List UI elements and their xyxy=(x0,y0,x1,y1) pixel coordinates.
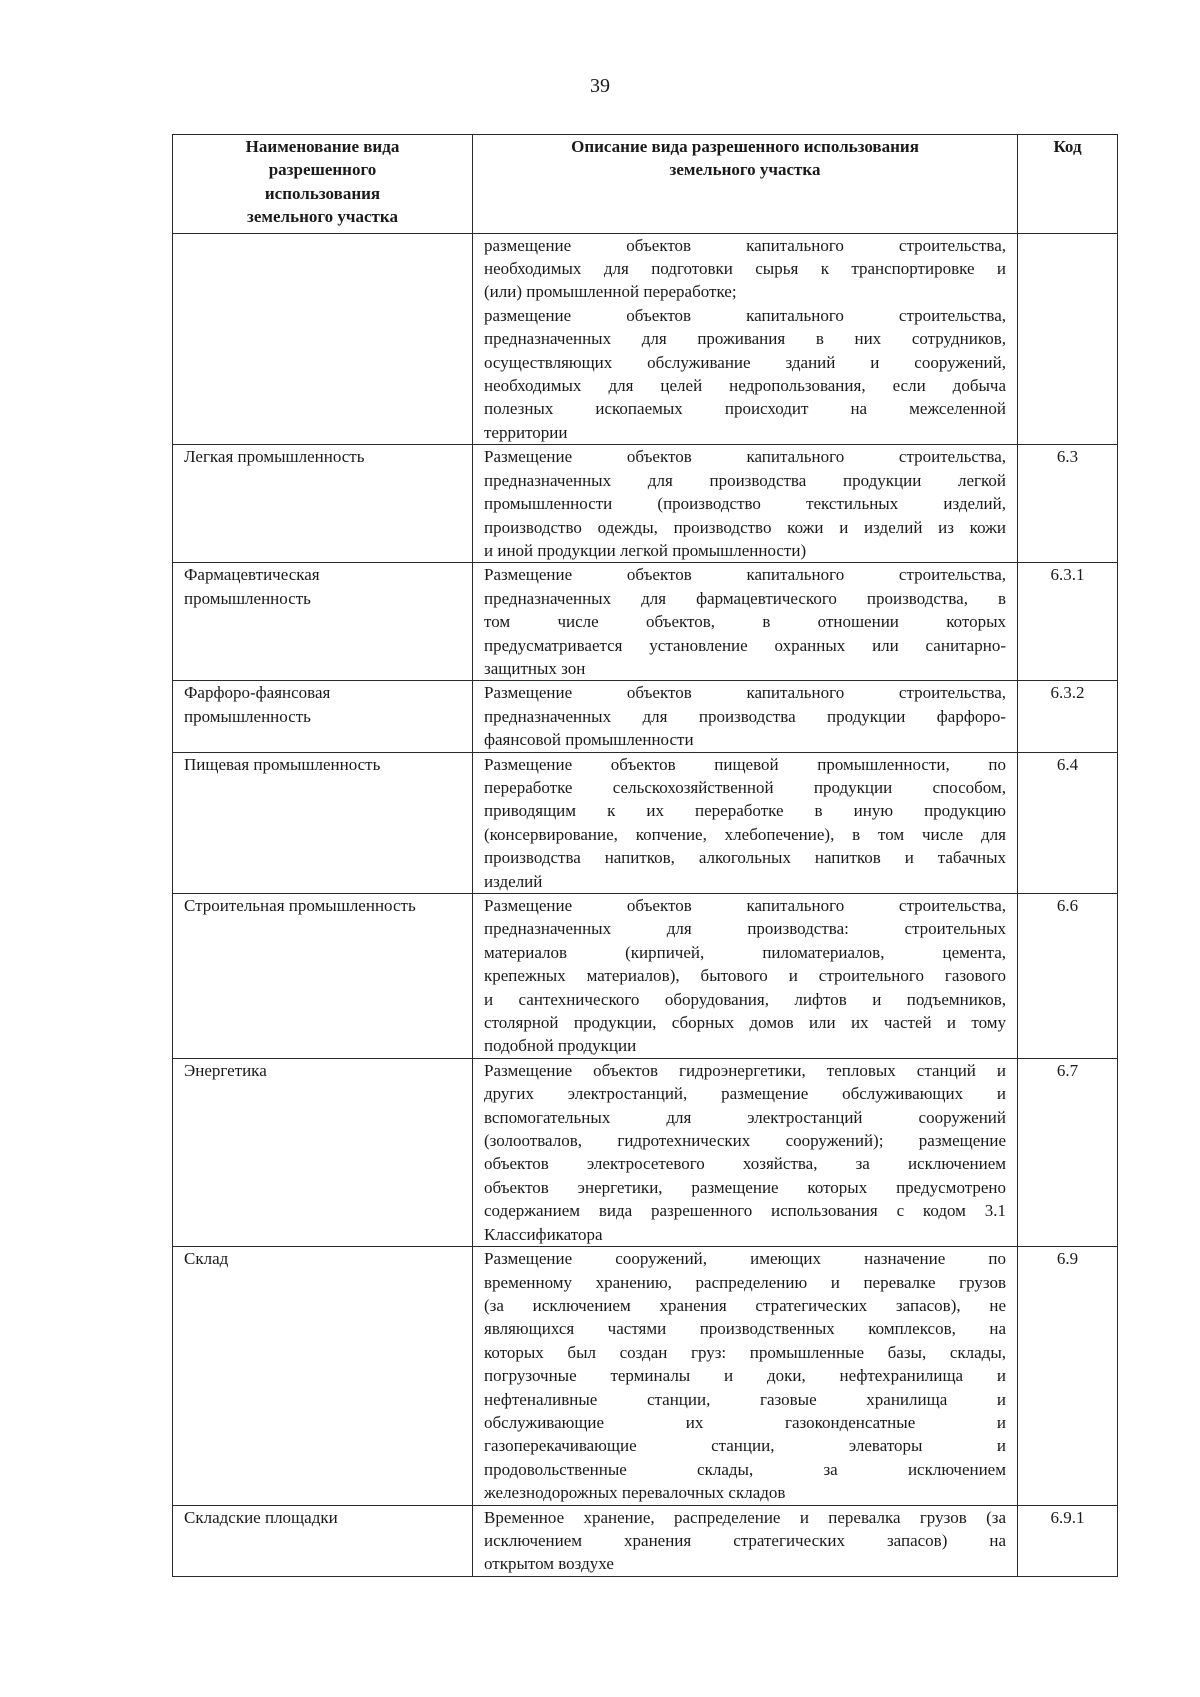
land-use-description-line: (консервирование, копчение, хлебопечение), в том числе для xyxy=(484,824,1006,844)
header-code: Код xyxy=(1018,135,1118,234)
land-use-description-line: территории xyxy=(484,422,568,442)
land-use-description-line: (за исключением хранения стратегических запасов), не xyxy=(484,1295,1006,1315)
land-use-description-line: объектов электросетевого хозяйства, за исключением xyxy=(484,1154,1006,1174)
land-use-description-line: производство одежды, производство кожи и изделий из кожи xyxy=(484,517,1006,537)
land-use-description-line: газоперекачивающие станции, элеваторы и xyxy=(484,1436,1006,1456)
land-use-code-cell: 6.3.1 xyxy=(1018,563,1118,681)
land-use-description-line: предусматривается установление охранных или санитарно- xyxy=(484,635,1006,655)
land-use-name-cell xyxy=(173,445,473,563)
land-use-code-cell: 6.4 xyxy=(1018,752,1118,893)
table-row xyxy=(173,894,1118,1059)
land-use-code-cell: 6.7 xyxy=(1018,1058,1118,1246)
land-use-description-line: предназначенных для производства продукции легкой xyxy=(484,470,1006,490)
land-use-description-line: размещение объектов капитального строительства, xyxy=(484,235,1006,255)
land-use-description-line: (или) промышленной переработке; xyxy=(484,282,737,302)
land-use-name-line: Пищевая промышленность xyxy=(184,754,381,774)
land-use-description-line: защитных зон xyxy=(484,658,586,678)
header-name-line: использования xyxy=(264,183,381,203)
land-use-description-line: фаянсовой промышленности xyxy=(484,730,694,750)
land-use-description-line: железнодорожных перевалочных складов xyxy=(484,1483,786,1503)
land-use-description-line: которых был создан груз: промышленные базы, склады, xyxy=(484,1342,1006,1362)
land-use-code-cell: 6.6 xyxy=(1018,894,1118,1059)
land-use-description-line: предназначенных для проживания в них сотрудников, xyxy=(484,329,1006,349)
land-use-description-line: Размещение сооружений, имеющих назначение по xyxy=(484,1249,1006,1269)
land-use-description-line: временному хранению, распределению и перевалке грузов xyxy=(484,1272,1006,1292)
land-use-description-line: крепежных материалов), бытового и строительного газового xyxy=(484,966,1006,986)
land-use-description-line: Классификатора xyxy=(484,1224,603,1244)
land-use-description-line: полезных ископаемых происходит на межселенной xyxy=(484,399,1006,419)
land-use-description-line: том числе объектов, в отношении которых xyxy=(484,612,1006,632)
land-use-name-line: Складские площадки xyxy=(184,1507,338,1527)
land-use-description-line: Размещение объектов капитального строительства, xyxy=(484,447,1006,467)
land-use-name-line: Склад xyxy=(184,1249,229,1269)
land-use-description-line: изделий xyxy=(484,871,543,891)
land-use-description-line: объектов энергетики, размещение которых предусмотрено xyxy=(484,1177,1006,1197)
land-use-description-line: исключением хранения стратегических запасов) на xyxy=(484,1530,1006,1550)
land-use-description-line: размещение объектов капитального строительства, xyxy=(484,305,1006,325)
table-row xyxy=(173,681,1118,752)
table-row xyxy=(173,1505,1118,1576)
land-use-description-line: предназначенных для фармацевтического производства, в xyxy=(484,588,1006,608)
land-use-name-cell xyxy=(173,1247,473,1505)
land-use-description-line: подобной продукции xyxy=(484,1036,637,1056)
table-header-row xyxy=(173,135,1118,234)
land-use-name-cell xyxy=(173,894,473,1059)
land-use-name-line: Энергетика xyxy=(184,1060,267,1080)
land-use-description-line: осуществляющих обслуживание зданий и сооружений, xyxy=(484,352,1006,372)
land-use-description-cell xyxy=(473,681,1018,752)
land-use-name-line: Строительная промышленность xyxy=(184,896,416,915)
land-use-description-cell xyxy=(473,752,1018,893)
land-use-description-cell xyxy=(473,1505,1018,1576)
page-number: 39 xyxy=(590,75,610,97)
table-row xyxy=(173,1058,1118,1246)
land-use-description-line: содержанием вида разрешенного использования с кодом 3.1 xyxy=(484,1201,1006,1221)
header-name xyxy=(173,135,473,234)
land-use-description-line: приводящим к их переработке в иную продукцию xyxy=(484,801,1006,821)
land-use-description-line: продовольственные склады, за исключением xyxy=(484,1459,1006,1479)
header-name-line: Наименование вида xyxy=(245,137,400,156)
land-use-description-line: Размещение объектов гидроэнергетики, тепловых станций и xyxy=(484,1060,1006,1080)
land-use-table xyxy=(172,134,1118,1577)
land-use-description-line: предназначенных для производства продукции фарфоро- xyxy=(484,706,1006,726)
table-body xyxy=(173,233,1118,1576)
land-use-description-line: и иной продукции легкой промышленности) xyxy=(484,540,807,560)
table-row xyxy=(173,752,1118,893)
land-use-name-cell xyxy=(173,752,473,893)
table-row xyxy=(173,1247,1118,1505)
land-use-name-line: промышленность xyxy=(184,588,311,608)
header-name-line: земельного участка xyxy=(247,207,398,227)
table-row xyxy=(173,445,1118,563)
land-use-description-line: Временное хранение, распределение и перевалка грузов (за xyxy=(484,1507,1006,1527)
land-use-description-line: Размещение объектов капитального строительства, xyxy=(484,896,1006,915)
land-use-code-cell: 6.3.2 xyxy=(1018,681,1118,752)
land-use-code-cell: 6.3 xyxy=(1018,445,1118,563)
land-use-description-cell xyxy=(473,445,1018,563)
land-use-description-line: Размещение объектов капитального строительства, xyxy=(484,565,1006,585)
land-use-description-line: нефтеналивные станции, газовые хранилища и xyxy=(484,1389,1006,1409)
land-use-name-line: Легкая промышленность xyxy=(184,447,365,467)
land-use-description-line: столярной продукции, сборных домов или их частей и тому xyxy=(484,1013,1006,1033)
land-use-code-cell: 6.9 xyxy=(1018,1247,1118,1505)
land-use-description-line: Размещение объектов пищевой промышленности, по xyxy=(484,754,1006,774)
land-use-description-line: промышленности (производство текстильных изделий, xyxy=(484,494,1006,514)
land-use-description-line: погрузочные терминалы и доки, нефтехранилища и xyxy=(484,1366,1006,1386)
land-use-description-line: вспомогательных для электростанций сооружений xyxy=(484,1107,1006,1127)
land-use-description-line: необходимых для подготовки сырья к транспортировке и xyxy=(484,259,1006,279)
land-use-description-line: предназначенных для производства: строительных xyxy=(484,919,1006,939)
land-use-description-cell xyxy=(473,1058,1018,1246)
land-use-description-cell xyxy=(473,563,1018,681)
land-use-name-cell xyxy=(173,681,473,752)
land-use-description-cell xyxy=(473,233,1018,445)
land-use-description-line: производства напитков, алкогольных напитков и табачных xyxy=(484,848,1006,868)
land-use-name-line: Фарфоро-фаянсовая xyxy=(184,683,331,703)
land-use-description-line: (золоотвалов, гидротехнических сооружений); размещение xyxy=(484,1131,1006,1151)
land-use-name-cell xyxy=(173,1058,473,1246)
land-use-code-cell xyxy=(1018,233,1118,445)
land-use-description-cell xyxy=(473,1247,1018,1505)
land-use-description-line: открытом воздухе xyxy=(484,1554,614,1574)
land-use-name-cell xyxy=(173,563,473,681)
table-row xyxy=(173,563,1118,681)
land-use-code-cell: 6.9.1 xyxy=(1018,1505,1118,1576)
header-description xyxy=(473,135,1018,234)
land-use-description-line: переработке сельскохозяйственной продукции способом, xyxy=(484,777,1006,797)
land-use-name-line: Фармацевтическая xyxy=(184,565,320,585)
land-use-description-line: материалов (кирпичей, пиломатериалов, цемента, xyxy=(484,942,1006,962)
land-use-description-line: и сантехнического оборудования, лифтов и подъемников, xyxy=(484,989,1006,1009)
land-use-description-line: являющихся частями производственных комплексов, на xyxy=(484,1319,1006,1339)
land-use-description-line: необходимых для целей недропользования, если добыча xyxy=(484,376,1006,396)
land-use-description-line: обслуживающие их газоконденсатные и xyxy=(484,1412,1006,1432)
land-use-name-cell xyxy=(173,233,473,445)
land-use-description-line: Размещение объектов капитального строительства, xyxy=(484,683,1006,703)
header-name-line: разрешенного xyxy=(268,160,377,180)
land-use-description-cell xyxy=(473,894,1018,1059)
header-description-line: Описание вида разрешенного использования xyxy=(571,137,919,156)
header-description-line: земельного участка xyxy=(669,160,821,180)
land-use-name-line: промышленность xyxy=(184,706,311,726)
land-use-name-cell xyxy=(173,1505,473,1576)
land-use-description-line: других электростанций, размещение обслуживающих и xyxy=(484,1084,1006,1104)
table-row xyxy=(173,233,1118,445)
